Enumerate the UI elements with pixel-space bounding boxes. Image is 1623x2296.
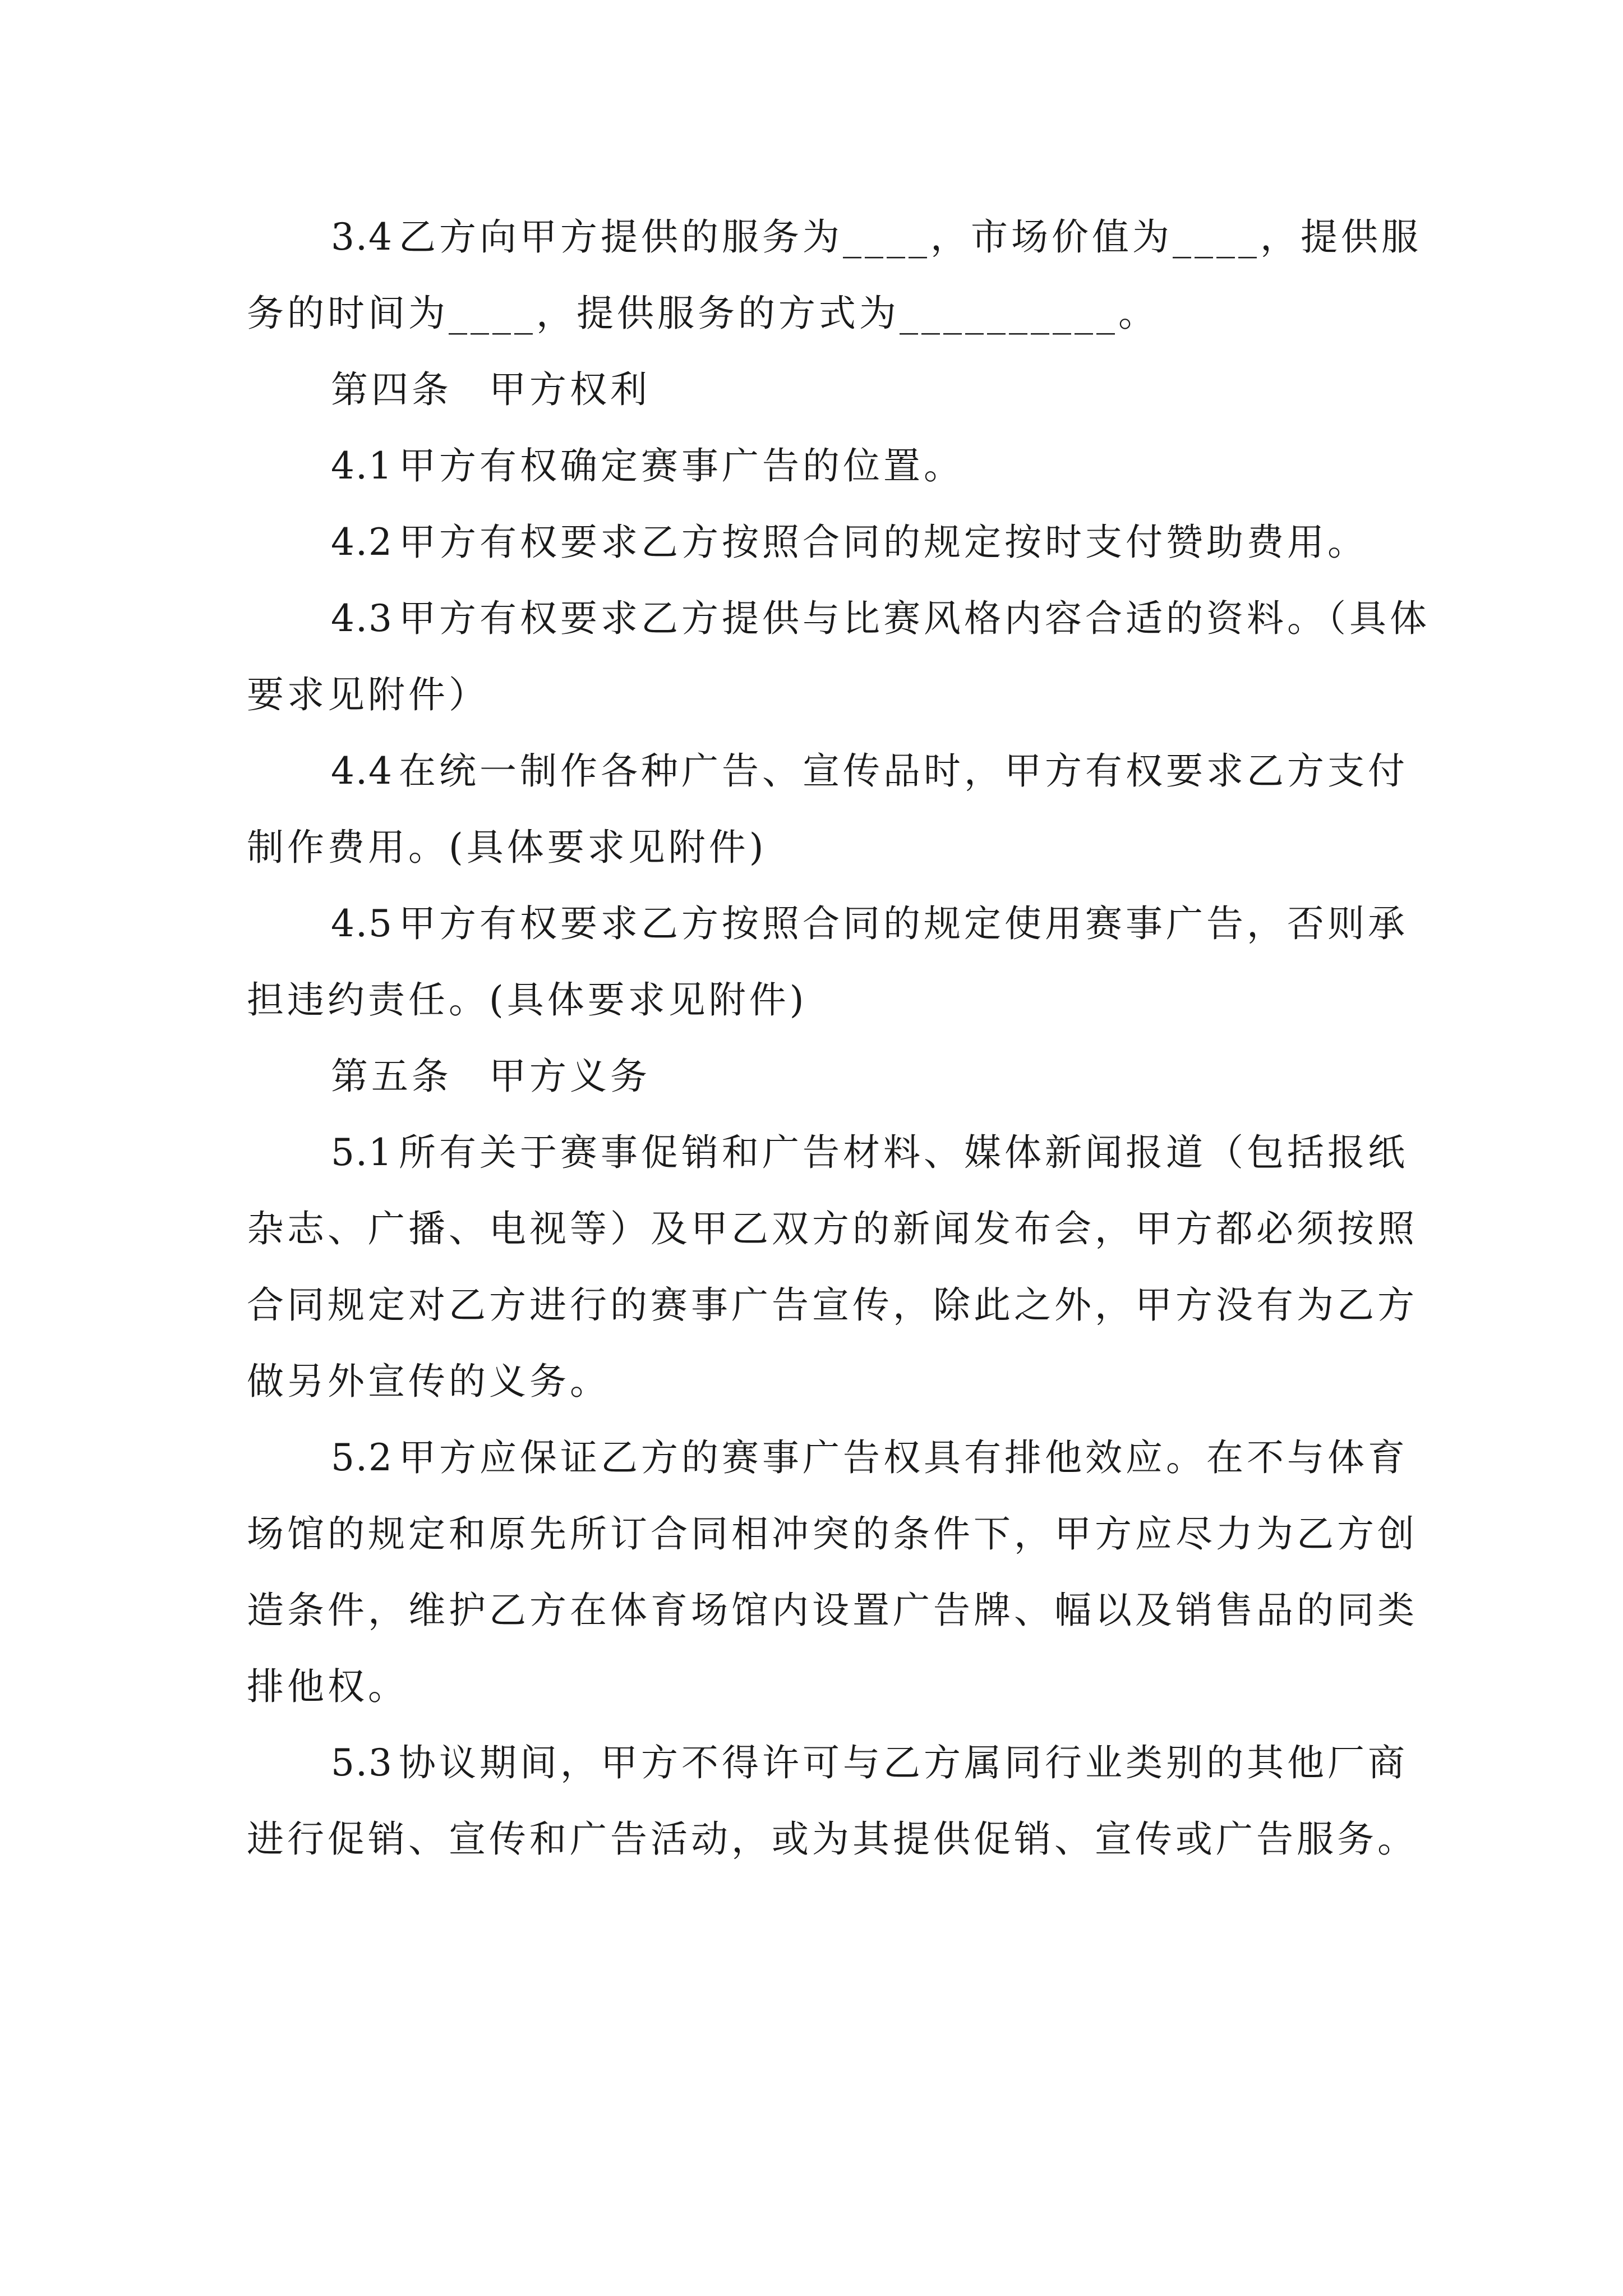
clause-3-4 — [247, 199, 1436, 352]
clause-number: 4.1 — [331, 444, 393, 487]
clause-5-3 — [247, 1725, 1436, 1878]
clause-number: 4.3 — [331, 597, 393, 640]
clause-number: 4.2 — [331, 521, 393, 564]
clause-4-3 — [247, 581, 1436, 733]
clause-number: 3.4 — [331, 215, 393, 259]
clause-number: 4.5 — [331, 902, 393, 945]
clause-4-2 — [247, 504, 1436, 581]
clause-4-1 — [247, 428, 1436, 504]
clause-text: 甲方应保证乙方的赛事广告权具有排他效应。在不与体育场馆的规定和原先所订合同相冲突的条件下，甲方应尽力为乙方创造条件，维护乙方在体育场馆内设置广告牌、幅以及销售品的同类排他权。 — [247, 1436, 1418, 1708]
clause-number: 4.4 — [331, 749, 393, 793]
article-5-heading — [247, 1038, 1436, 1115]
clause-text: 甲方有权要求乙方按照合同的规定使用赛事广告，否则承担违约责任。(具体要求见附件) — [247, 902, 1408, 1022]
article-number: 第五条 — [331, 1055, 452, 1098]
clause-text: 甲方有权要求乙方提供与比赛风格内容合适的资料。（具体要求见附件） — [247, 597, 1430, 716]
contract-body — [247, 199, 1436, 1878]
clause-number: 5.3 — [331, 1741, 393, 1784]
clause-number: 5.1 — [331, 1131, 393, 1174]
clause-5-1 — [247, 1115, 1436, 1420]
clause-text: 在统一制作各种广告、宣传品时，甲方有权要求乙方支付制作费用。(具体要求见附件) — [247, 749, 1408, 869]
clause-number: 5.2 — [331, 1436, 393, 1479]
clause-4-4 — [247, 733, 1436, 886]
clause-text: 甲方有权要求乙方按照合同的规定按时支付赞助费用。 — [398, 521, 1368, 564]
clause-text: 所有关于赛事促销和广告材料、媒体新闻报道（包括报纸杂志、广播、电视等）及甲乙双方的新闻发布会，甲方都必须按照合同规定对乙方进行的赛事广告宣传，除此之外，甲方没有为乙方做另外宣传的义务。 — [247, 1131, 1418, 1403]
article-title: 甲方权利 — [489, 368, 651, 411]
article-number: 第四条 — [331, 368, 452, 411]
clause-5-2 — [247, 1420, 1436, 1725]
clause-4-5 — [247, 886, 1436, 1038]
clause-text: 甲方有权确定赛事广告的位置。 — [398, 444, 964, 487]
clause-text: 协议期间，甲方不得许可与乙方属同行业类别的其他厂商进行促销、宣传和广告活动，或为其提供促销、宣传或广告服务。 — [247, 1741, 1418, 1861]
article-4-heading — [247, 352, 1436, 428]
article-title: 甲方义务 — [489, 1055, 651, 1098]
clause-text: 乙方向甲方提供的服务为____，市场价值为____，提供服务的时间为____，提供服务的方式为__________。 — [247, 215, 1422, 335]
